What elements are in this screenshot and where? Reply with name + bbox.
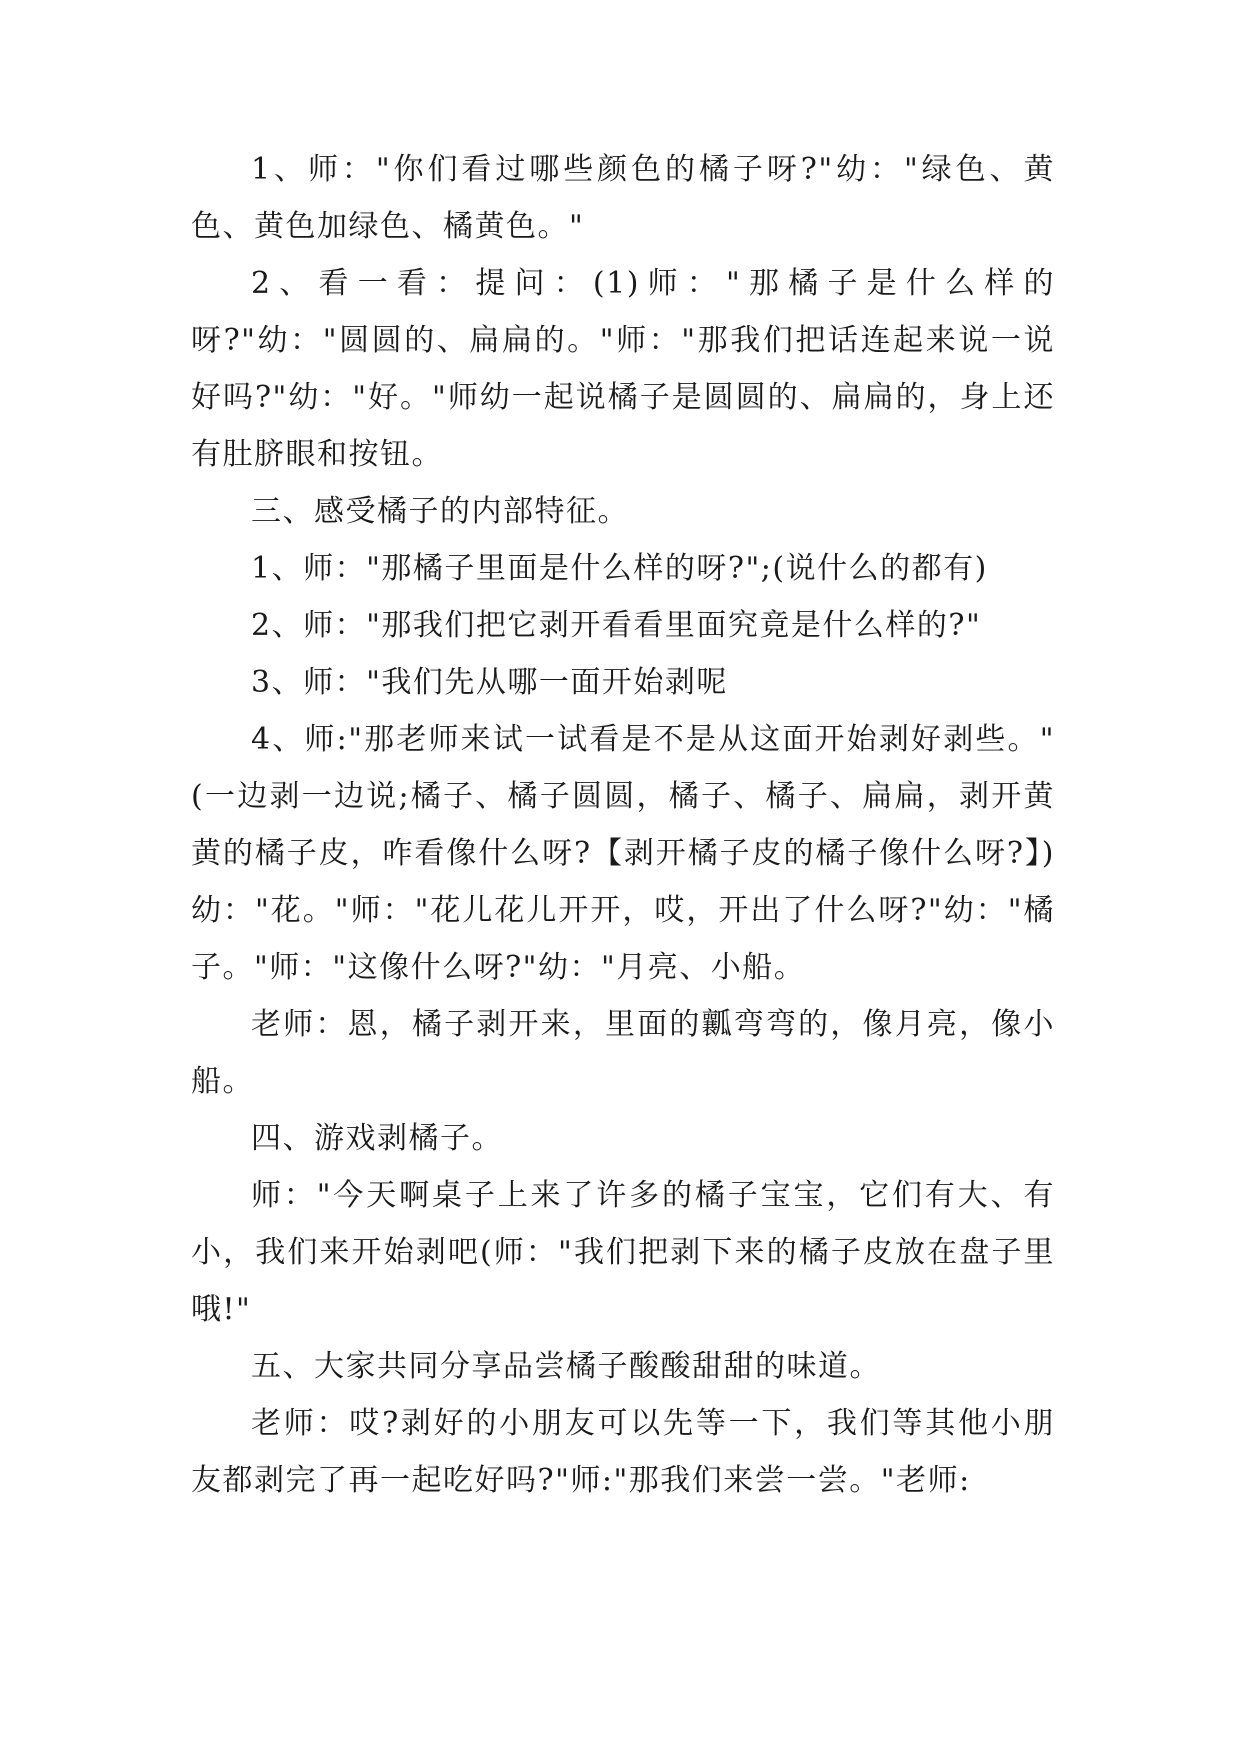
paragraph: 2、师："那我们把它剥开看看里面究竟是什么样的?" (251, 608, 982, 643)
section-heading: 三、感受橘子的内部特征。 (251, 494, 629, 529)
paragraph: 1、师："你们看过哪些颜色的橘子呀?"幼："绿色、黄色、黄色加绿色、橘黄色。" (191, 152, 1055, 244)
paragraph: 老师：恩，橘子剥开来，里面的瓤弯弯的，像月亮，像小船。 (191, 1007, 1055, 1099)
section-heading: 四、游戏剥橘子。 (251, 1121, 503, 1156)
paragraph: 老师：哎?剥好的小朋友可以先等一下，我们等其他小朋友都剥完了再一起吃好吗?"师:"那我们来尝一尝。"老师: (191, 1406, 1055, 1498)
paragraph: 3、师："我们先从哪一面开始剥呢 (251, 665, 728, 700)
paragraph: 1、师："那橘子里面是什么样的呀?";(说什么的都有) (251, 551, 988, 586)
paragraph: 4、师:"那老师来试一试看是不是从这面开始剥好剥些。"(一边剥一边说;橘子、橘子圆圆，橘子、橘子、扁扁，剥开黄黄的橘子皮，咋看像什么呀?【剥开橘子皮的橘子像什么呀?】)幼："花。"师："花儿花儿开开，哎，开出了什么呀?"幼："橘子。"师："这像什么呀?"幼："月亮、小船。 (191, 722, 1055, 985)
paragraph: 师："今天啊桌子上来了许多的橘子宝宝，它们有大、有小，我们来开始剥吧(师："我们把剥下来的橘子皮放在盘子里哦!" (191, 1178, 1055, 1327)
section-heading: 五、大家共同分享品尝橘子酸酸甜甜的味道。 (251, 1349, 881, 1384)
paragraph: 2、看一看：提问：(1)师："那橘子是什么样的呀?"幼："圆圆的、扁扁的。"师："那我们把话连起来说一说好吗?"幼："好。"师幼一起说橘子是圆圆的、扁扁的，身上还有肚脐眼和按钮。 (191, 266, 1055, 472)
document-body (191, 141, 1055, 1509)
